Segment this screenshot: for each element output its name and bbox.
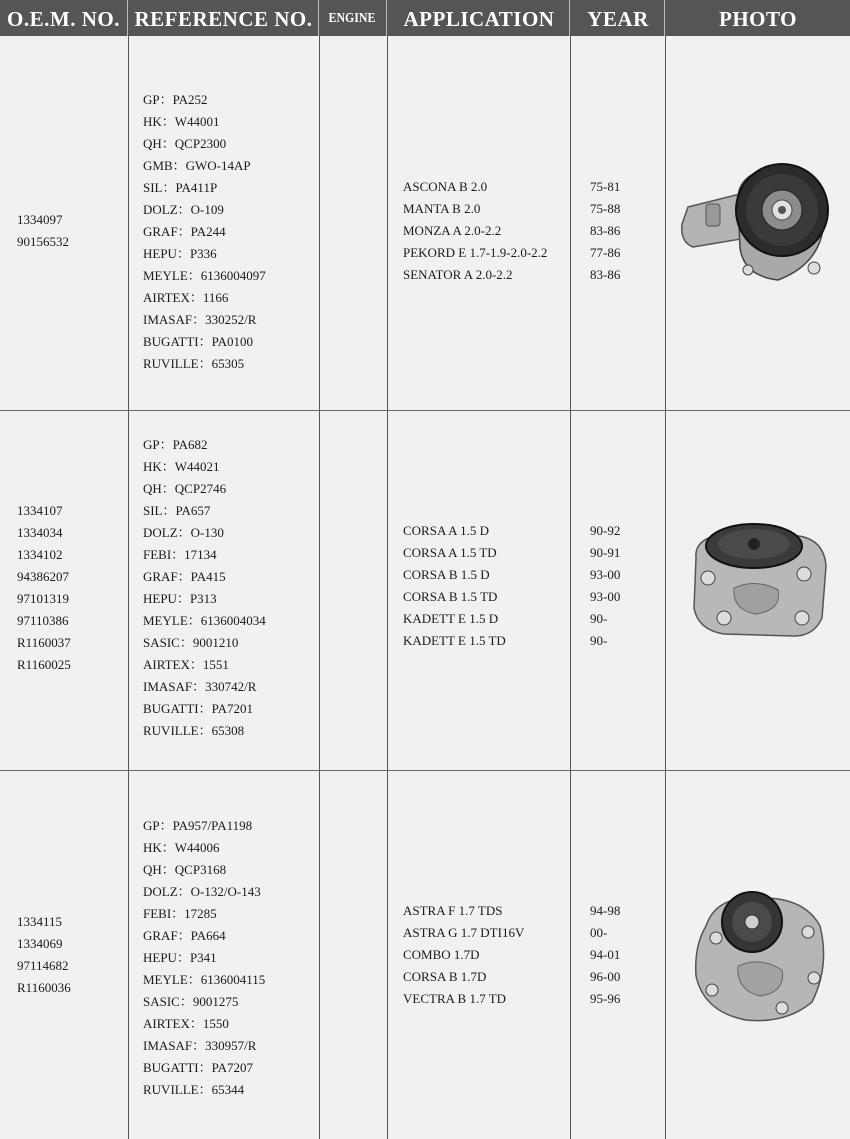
reference-number: DOLZ：O-130 xyxy=(143,525,224,540)
application-item: MANTA B 2.0 xyxy=(403,201,481,216)
reference-number: HK：W44006 xyxy=(143,840,220,855)
year-cell xyxy=(590,900,620,1010)
application-item: VECTRA B 1.7 TD xyxy=(403,991,507,1006)
reference-number: FEBI：17134 xyxy=(143,547,217,562)
column-divider xyxy=(665,0,666,1139)
application-cell xyxy=(403,520,506,652)
reference-number: MEYLE：6136004034 xyxy=(143,613,266,628)
reference-number: GP：PA682 xyxy=(143,437,208,452)
application-item: MONZA A 2.0-2.2 xyxy=(403,223,502,238)
reference-number: BUGATTI：PA7207 xyxy=(143,1060,254,1075)
year-range: 00- xyxy=(590,925,608,940)
application-item: ASTRA F 1.7 TDS xyxy=(403,903,503,918)
year-range: 90- xyxy=(590,633,608,648)
column-divider xyxy=(128,0,129,1139)
oem-number: 97114682 xyxy=(17,958,69,973)
reference-number: DOLZ：O-109 xyxy=(143,202,224,217)
reference-number: BUGATTI：PA0100 xyxy=(143,334,254,349)
reference-number: RUVILLE：65344 xyxy=(143,1082,245,1097)
year-range: 75-81 xyxy=(590,179,621,194)
oem-number: 1334115 xyxy=(17,914,63,929)
reference-number: QH：QCP2746 xyxy=(143,481,227,496)
oem-cell xyxy=(17,911,71,999)
year-range: 90- xyxy=(590,611,608,626)
oem-number: 1334097 xyxy=(17,212,63,227)
oem-number: 1334107 xyxy=(17,503,63,518)
year-range: 95-96 xyxy=(590,991,621,1006)
reference-number: BUGATTI：PA7201 xyxy=(143,701,254,716)
reference-number: SIL：PA657 xyxy=(143,503,211,518)
reference-number: QH：QCP2300 xyxy=(143,136,227,151)
reference-number: HEPU：P336 xyxy=(143,246,217,261)
column-divider xyxy=(570,0,571,1139)
application-item: ASCONA B 2.0 xyxy=(403,179,488,194)
reference-number: GP：PA957/PA1198 xyxy=(143,818,253,833)
row-divider xyxy=(0,410,850,411)
reference-number: HK：W44001 xyxy=(143,114,220,129)
reference-number: GRAF：PA244 xyxy=(143,224,226,239)
column-header-year: YEAR xyxy=(587,7,649,31)
reference-number: GRAF：PA664 xyxy=(143,928,226,943)
reference-number: DOLZ：O-132/O-143 xyxy=(143,884,261,899)
oem-number: R1160036 xyxy=(17,980,71,995)
column-divider xyxy=(319,0,320,1139)
reference-number: GRAF：PA415 xyxy=(143,569,226,584)
reference-cell xyxy=(143,815,265,1101)
oem-number: 94386207 xyxy=(17,569,69,584)
year-range: 96-00 xyxy=(590,969,621,984)
column-header-reference: REFERENCE NO. xyxy=(134,7,313,31)
column-header-application: APPLICATION xyxy=(403,7,555,31)
application-cell xyxy=(403,900,524,1010)
reference-number: AIRTEX：1166 xyxy=(143,290,229,305)
reference-number: IMASAF：330252/R xyxy=(143,312,257,327)
column-header-photo: PHOTO xyxy=(719,7,797,31)
reference-cell xyxy=(143,434,266,742)
year-range: 94-98 xyxy=(590,903,621,918)
reference-number: AIRTEX：1550 xyxy=(143,1016,229,1031)
column-divider xyxy=(387,0,388,1139)
reference-number: FEBI：17285 xyxy=(143,906,217,921)
oem-number: R1160025 xyxy=(17,657,71,672)
reference-number: RUVILLE：65305 xyxy=(143,356,245,371)
reference-number: SASIC：9001210 xyxy=(143,635,239,650)
application-item: CORSA B 1.5 D xyxy=(403,567,490,582)
oem-number: 1334069 xyxy=(17,936,63,951)
application-item: PEKORD E 1.7-1.9-2.0-2.2 xyxy=(403,245,548,260)
application-item: KADETT E 1.5 TD xyxy=(403,633,506,648)
reference-number: HK：W44021 xyxy=(143,459,220,474)
reference-number: AIRTEX：1551 xyxy=(143,657,229,672)
application-item: COMBO 1.7D xyxy=(403,947,480,962)
year-range: 77-86 xyxy=(590,245,621,260)
year-cell xyxy=(590,520,620,652)
water-pump-icon xyxy=(684,518,834,642)
reference-number: MEYLE：6136004097 xyxy=(143,268,266,283)
oem-number: R1160037 xyxy=(17,635,71,650)
reference-number: GMB：GWO-14AP xyxy=(143,158,251,173)
column-header-engine: ENGINE xyxy=(328,11,376,26)
row-divider xyxy=(0,770,850,771)
reference-number: SIL：PA411P xyxy=(143,180,218,195)
oem-number: 1334034 xyxy=(17,525,63,540)
year-range: 83-86 xyxy=(590,267,621,282)
water-pump-icon xyxy=(686,886,834,1028)
application-item: CORSA B 1.5 TD xyxy=(403,589,498,604)
year-range: 90-92 xyxy=(590,523,621,538)
oem-number: 97110386 xyxy=(17,613,69,628)
reference-number: SASIC：9001275 xyxy=(143,994,239,1009)
reference-number: IMASAF：330742/R xyxy=(143,679,257,694)
oem-number: 97101319 xyxy=(17,591,69,606)
oem-number: 90156532 xyxy=(17,234,69,249)
year-cell xyxy=(590,176,620,286)
reference-number: GP：PA252 xyxy=(143,92,208,107)
year-range: 90-91 xyxy=(590,545,621,560)
reference-number: HEPU：P313 xyxy=(143,591,217,606)
reference-cell xyxy=(143,89,266,375)
oem-number: 1334102 xyxy=(17,547,63,562)
application-cell xyxy=(403,176,547,286)
oem-cell xyxy=(17,209,69,253)
application-item: SENATOR A 2.0-2.2 xyxy=(403,267,513,282)
water-pump-icon xyxy=(678,152,836,290)
reference-number: IMASAF：330957/R xyxy=(143,1038,257,1053)
application-item: KADETT E 1.5 D xyxy=(403,611,499,626)
column-header-oem: O.E.M. NO. xyxy=(7,7,120,31)
reference-number: HEPU：P341 xyxy=(143,950,217,965)
year-range: 94-01 xyxy=(590,947,621,962)
application-item: CORSA A 1.5 D xyxy=(403,523,489,538)
reference-number: MEYLE：6136004115 xyxy=(143,972,266,987)
application-item: CORSA A 1.5 TD xyxy=(403,545,497,560)
application-item: ASTRA G 1.7 DTI16V xyxy=(403,925,525,940)
year-range: 75-88 xyxy=(590,201,621,216)
reference-number: RUVILLE：65308 xyxy=(143,723,245,738)
application-item: CORSA B 1.7D xyxy=(403,969,487,984)
reference-number: QH：QCP3168 xyxy=(143,862,227,877)
oem-cell xyxy=(17,500,71,676)
year-range: 93-00 xyxy=(590,589,621,604)
year-range: 83-86 xyxy=(590,223,621,238)
year-range: 93-00 xyxy=(590,567,621,582)
